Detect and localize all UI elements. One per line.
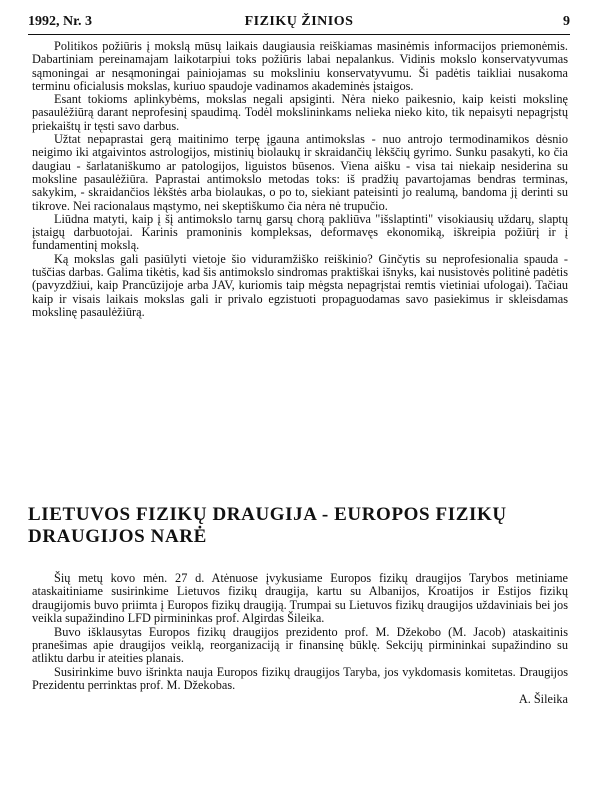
author-signature: A. Šileika bbox=[518, 691, 568, 706]
journal-title: FIZIKŲ ŽINIOS bbox=[244, 14, 354, 29]
article-lfd-body bbox=[32, 572, 568, 706]
page-number: 9 bbox=[563, 14, 570, 29]
page-header bbox=[28, 12, 570, 34]
issue-label: 1992, Nr. 3 bbox=[28, 14, 93, 29]
paragraph: Politikos požiūris į mokslą mūsų laikais daugiausia reiškiamas masinėmis informacijos priemonėmis. Dabartiniam pereinamajam laikotarpiui toks požiūris labai nepalankus. Vidinis mokslo konservatyvumas sąmoningai ar nesąmoningai painiojamas su moksliniu konservatyvumu. Ši padėtis taikliai nusakoma terminu oficialusis mokslas, kuriuo spaudoje vadinamos akademinės įstaigos. bbox=[32, 39, 568, 93]
article-antimokslas-body bbox=[32, 40, 568, 319]
paragraph: Susirinkime buvo išrinkta nauja Europos fizikų draugijos Taryba, jos vykdomasis komitetas. Draugijos Prezidentu perrinktas prof. M. Džekobas. bbox=[32, 664, 568, 693]
paragraph: Užtat nepaprastai gerą maitinimo terpę įgauna antimokslas - nuo antrojo termodinamikos dėsnio neigimo iki atgaivintos astrologijos, mistinių biolaukų ir skraidančių lėkščių gyrimo. Sunku pasakyti, ko čia daugiau - šarlataniškumo ar patologijos, liguistos būsenos. Viena aišku - visa tai niekaip nesiderina su moksline pasaulėžiūra. Paprastai antimokslo metodas toks: iš pradžių pavartojamas bendras terminas, sakykim, - skraidančios lėkštės arba biolaukas, o po to, siekiant pateisinti jo realumą, bandoma jį derinti su tikrove. Nei racionalaus mąstymo, nei skeptiškumo čia nėra nė trupučio. bbox=[32, 132, 568, 213]
paragraph: Esant tokioms aplinkybėms, mokslas negali apsiginti. Nėra nieko paikesnio, kaip keisti mokslinę pasaulėžiūrą darant neprofesinį spaudimą. Todėl mokslininkams nelieka nieko kito, tik nepaisyti nepagrįstų priekaištų ir tęsti savo darbus. bbox=[32, 92, 568, 133]
paragraph: Buvo išklausytas Europos fizikų draugijos prezidento prof. M. Džekobo (M. Jacob) ataskaitinis pranešimas apie draugijos veiklą, reorganizaciją ir finansinę būklę. Sekcijų pirmininkai supažindino su atliktu darbu ir ateities planais. bbox=[32, 624, 568, 666]
paragraph: Ką mokslas gali pasiūlyti vietoje šio viduramžiško reiškinio? Ginčytis su neprofesionalia spauda - tuščias darbas. Galima tikėtis, kad šis antimokslo sindromas praktiškai išnyks, kai nusistovės politinė padėtis (pavyzdžiui, kaip Prancūzijoje arba JAV, kuriomis taip mėgsta nepagrįstai remtis vietiniai ufologai). Tačiau kaip ir visais laikais mokslas gali ir privalo egzistuoti propaguodamas savo pasiekimus ir skleisdamas mokslinę pasaulėžiūrą. bbox=[32, 251, 568, 319]
header-rule bbox=[28, 34, 570, 35]
paragraph: Liūdna matyti, kaip į šį antimokslo tarnų garsų chorą pakliūva "išslaptinti" visokiausių uždarų, slaptų įstaigų darbuotojai. Karinis pramoninis kompleksas, deformavęs ekonomiką, iškreipia požiūrį ir į fundamentinį mokslą. bbox=[32, 211, 568, 253]
paragraph: Šių metų kovo mėn. 27 d. Atėnuose įvykusiame Europos fizikų draugijos Tarybos metiniame ataskaitiniame susirinkime Lietuvos fizikų draugija, kartu su Albanijos, Kroatijos ir Estijos fizikų draugijomis buvo priimta į Europos fizikų draugiją. Trumpai su Lietuvos fizikų draugijos uždaviniais bei jos veikla supažindino LFD pirmininkas prof. Algirdas Šileika. bbox=[32, 571, 568, 626]
article-title: LIETUVOS FIZIKŲ DRAUGIJA - EUROPOS FIZIKŲ DRAUGIJOS NARĖ bbox=[28, 504, 507, 547]
